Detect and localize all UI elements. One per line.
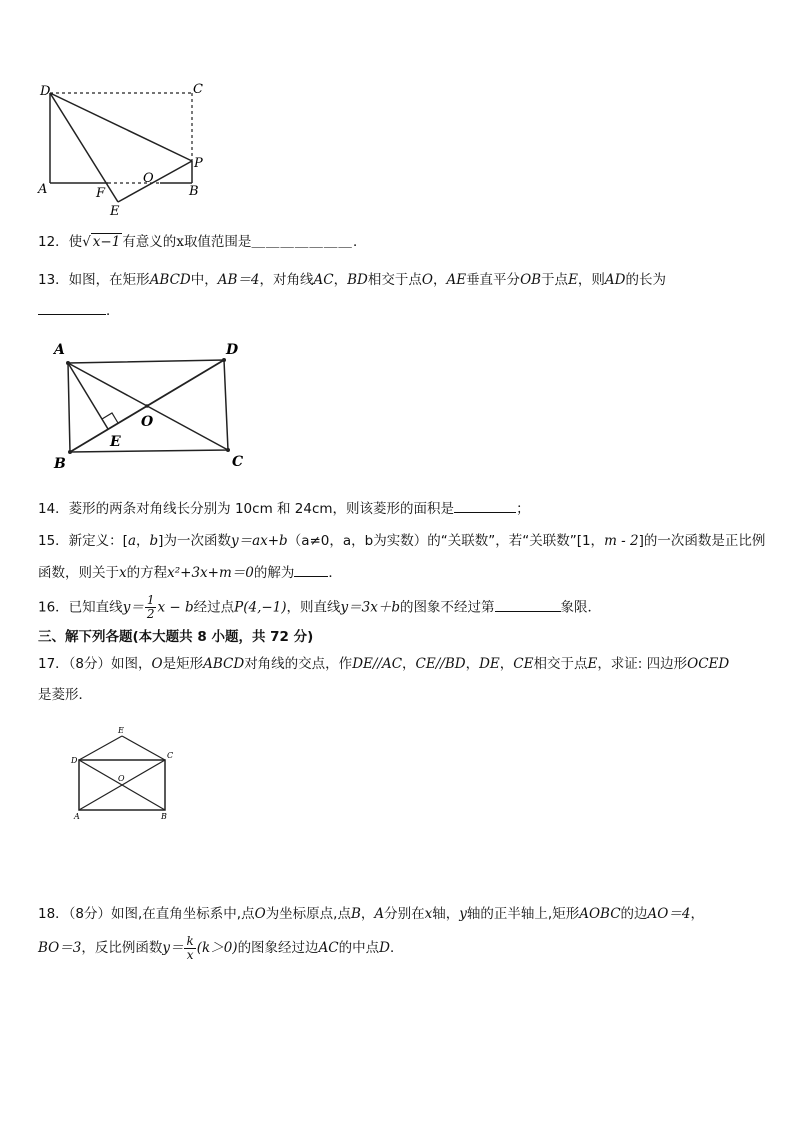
label-f: F xyxy=(96,186,106,201)
q18-a: A xyxy=(374,906,385,922)
q13-answer-blank[interactable] xyxy=(38,300,106,315)
segment-ec xyxy=(122,736,165,760)
question-17-line2 xyxy=(38,685,92,705)
section-title: 三、解下列各题(本大题共 8 小题，共 72 分) xyxy=(38,629,314,645)
point-d xyxy=(222,358,226,362)
q17-text-f: 是菱形． xyxy=(38,687,92,703)
question-15-line1 xyxy=(38,531,765,551)
q18-frac-num: k xyxy=(186,933,194,948)
q13-text-a: 13．如图，在矩形 xyxy=(38,272,150,288)
segment-ep xyxy=(118,161,192,202)
q16-suffix: 的图象不经过第 xyxy=(400,599,495,616)
label-d: D xyxy=(40,84,51,99)
question-12 xyxy=(38,232,366,252)
q15-answer-blank[interactable] xyxy=(294,562,328,577)
figure-q11 xyxy=(30,75,220,220)
q15-text-e: 函数，则关于 xyxy=(38,565,119,581)
right-angle-mark xyxy=(102,413,118,423)
q17-o: O xyxy=(151,656,163,672)
q13-text-e: 垂直平分 xyxy=(466,272,521,288)
q17-abcd: ABCD xyxy=(203,656,245,672)
q12-radicand: x−1 xyxy=(92,234,121,250)
label-e: E xyxy=(110,434,121,450)
q18-cond: (k＞0) xyxy=(196,940,238,956)
point-b xyxy=(68,450,72,454)
q18-bo-eq: BO＝3 xyxy=(38,940,82,956)
q15-text-g: 的解为 xyxy=(253,565,295,581)
q18-fraction xyxy=(184,935,195,962)
q17-e: E xyxy=(587,656,598,672)
label-b: B xyxy=(161,812,167,821)
q16-prefix: 16．已知直线 xyxy=(38,599,123,616)
label-d: D xyxy=(226,342,239,358)
q15-a: a xyxy=(127,533,137,549)
q17-text-d: 相交于点 xyxy=(533,656,588,672)
q18-comma: ， xyxy=(360,906,375,922)
q18-text-a: 18．（8分）如图,在直角坐标系中,点 xyxy=(38,906,255,922)
q15-func: y＝ax+b xyxy=(230,533,288,549)
q15-text-a: 15．新定义：[ xyxy=(38,533,128,549)
question-16 xyxy=(38,594,601,621)
question-13-line2 xyxy=(38,300,120,321)
q18-text-h: ，反比例函数 xyxy=(81,940,163,956)
q17-ce-bd: CE//BD xyxy=(415,656,466,672)
figure-q13 xyxy=(48,338,258,473)
point-c xyxy=(226,448,230,452)
q18-text-b: 为坐标原点,点 xyxy=(265,906,351,922)
q13-ae: AE xyxy=(446,272,467,288)
q13-bd: BD xyxy=(347,272,368,288)
q18-text-g: 的边 xyxy=(620,906,648,922)
q15-x: x xyxy=(119,565,127,581)
q18-aobc: AOBC xyxy=(579,906,621,922)
q16-line2: y＝3x＋b xyxy=(340,599,401,616)
label-e: E xyxy=(118,726,124,735)
q18-text-d: 分别在 xyxy=(384,906,425,922)
label-a: A xyxy=(38,182,48,197)
q17-text-b: 是矩形 xyxy=(162,656,204,672)
q13-ob: OB xyxy=(520,272,542,288)
q17-text-a: 17．（8分）如图， xyxy=(38,656,152,672)
q12-answer-blank[interactable]: ＿＿＿＿＿＿＿ xyxy=(251,234,353,250)
segment-ae xyxy=(68,363,108,429)
q13-ac: AC xyxy=(313,272,334,288)
q16-frac-den: 2 xyxy=(146,607,155,621)
q18-y-eq: y＝ xyxy=(162,940,184,956)
q15-text-f: 的方程 xyxy=(126,565,168,581)
q18-text-j: 的中点 xyxy=(338,940,380,956)
q13-text-g: ，则 xyxy=(577,272,605,288)
question-17-line1 xyxy=(38,654,729,674)
q15-end: ． xyxy=(328,565,342,581)
label-o: O xyxy=(118,774,125,783)
question-18-line2 xyxy=(38,934,403,962)
q18-text-f: 轴的正半轴上,矩形 xyxy=(466,906,580,922)
sqrt-expression: √ x−1 xyxy=(82,234,121,250)
question-15-line2 xyxy=(38,562,342,583)
label-o: O xyxy=(143,171,154,186)
point-a xyxy=(66,361,70,365)
q16-rest: x − b xyxy=(157,599,194,616)
segment-de xyxy=(79,736,122,760)
q13-text-h: 的长为 xyxy=(625,272,666,288)
q17-oced: OCED xyxy=(687,656,730,672)
q13-comma1: ， xyxy=(333,272,348,288)
q13-end: ． xyxy=(106,303,120,319)
q13-text-d: 相交于点 xyxy=(367,272,422,288)
q18-x: x xyxy=(424,906,433,922)
q18-b: B xyxy=(350,906,361,922)
section-heading xyxy=(38,627,313,647)
q18-ac: AC xyxy=(318,940,339,956)
question-14 xyxy=(38,498,530,519)
q12-var: x xyxy=(176,234,184,250)
q12-suffix: 取值范围是 xyxy=(183,234,252,250)
label-c: C xyxy=(193,82,203,97)
q14-end: ； xyxy=(516,501,530,517)
q15-text-d: ]的一次函数是正比例 xyxy=(638,533,766,549)
q13-e: E xyxy=(568,272,578,288)
q12-end: ． xyxy=(352,234,367,250)
label-a: A xyxy=(54,342,65,358)
q17-comma: ， xyxy=(402,656,416,672)
q13-abcd: ABCD xyxy=(149,272,191,288)
q18-text-i: 的图象经过边 xyxy=(237,940,319,956)
q16-mid: 经过点 xyxy=(193,599,235,616)
q13-ad: AD xyxy=(604,272,626,288)
q15-equation: x²+3x+m＝0 xyxy=(167,565,254,581)
q17-de-ac: DE//AC xyxy=(352,656,403,672)
label-c: C xyxy=(232,454,244,470)
label-a: A xyxy=(74,812,80,821)
q16-answer-blank[interactable] xyxy=(495,597,561,612)
figure-q17 xyxy=(66,724,186,824)
q13-text-c: ，对角线 xyxy=(259,272,314,288)
q17-comma2: ， xyxy=(465,656,480,672)
q13-o: O xyxy=(421,272,433,288)
q13-ab-eq: AB＝4 xyxy=(217,272,260,288)
q12-mid: 有意义的 xyxy=(122,234,177,250)
q18-frac-den: x xyxy=(186,947,194,962)
label-b: B xyxy=(54,456,66,472)
q18-text-e: 轴， xyxy=(432,906,460,922)
q17-de: DE xyxy=(479,656,500,672)
q15-cond: （a≠0，a，b为实数） xyxy=(287,533,428,549)
q15-comma: ， xyxy=(136,533,150,549)
q13-comma2: ， xyxy=(432,272,447,288)
q15-m2: m - 2 xyxy=(604,533,639,549)
q17-text-c: 对角线的交点，作 xyxy=(244,656,353,672)
q18-o: O xyxy=(254,906,266,922)
question-18-line1 xyxy=(38,904,704,924)
q18-ao-eq: AO＝4 xyxy=(647,906,691,922)
q15-text-c: 的“关联数”，若“关联数”[1， xyxy=(427,533,605,549)
q13-text-b: 中， xyxy=(190,272,218,288)
label-b: B xyxy=(189,184,199,199)
q12-prefix: 12．使 xyxy=(38,234,83,250)
q18-y: y xyxy=(459,906,467,922)
q13-text-f: 于点 xyxy=(541,272,569,288)
q16-point: P(4,−1) xyxy=(234,599,287,616)
q14-answer-blank[interactable] xyxy=(454,498,516,513)
q16-frac-num: 1 xyxy=(146,593,155,607)
label-p: P xyxy=(194,156,203,171)
question-13-line1 xyxy=(38,270,666,290)
label-e: E xyxy=(110,204,120,219)
q17-comma3: ， xyxy=(499,656,514,672)
q14-text: 14．菱形的两条对角线长分别为 10cm 和 24cm，则该菱形的面积是 xyxy=(38,501,455,517)
q16-mid2: ，则直线 xyxy=(286,599,341,616)
q16-y-eq: y＝ xyxy=(122,599,144,616)
q18-end: ． xyxy=(389,940,404,956)
q18-comma2: ， xyxy=(690,906,704,922)
q16-fraction xyxy=(145,594,157,621)
q17-ce: CE xyxy=(513,656,534,672)
label-o: O xyxy=(141,414,154,430)
q15-b: b xyxy=(149,533,159,549)
label-d: D xyxy=(71,756,78,765)
label-c: C xyxy=(167,751,174,760)
q17-text-e: ，求证: 四边形 xyxy=(597,656,688,672)
point-o xyxy=(145,404,149,408)
q18-d: D xyxy=(379,940,390,956)
q16-end: 象限． xyxy=(560,599,602,616)
q15-text-b: ]为一次函数 xyxy=(158,533,231,549)
